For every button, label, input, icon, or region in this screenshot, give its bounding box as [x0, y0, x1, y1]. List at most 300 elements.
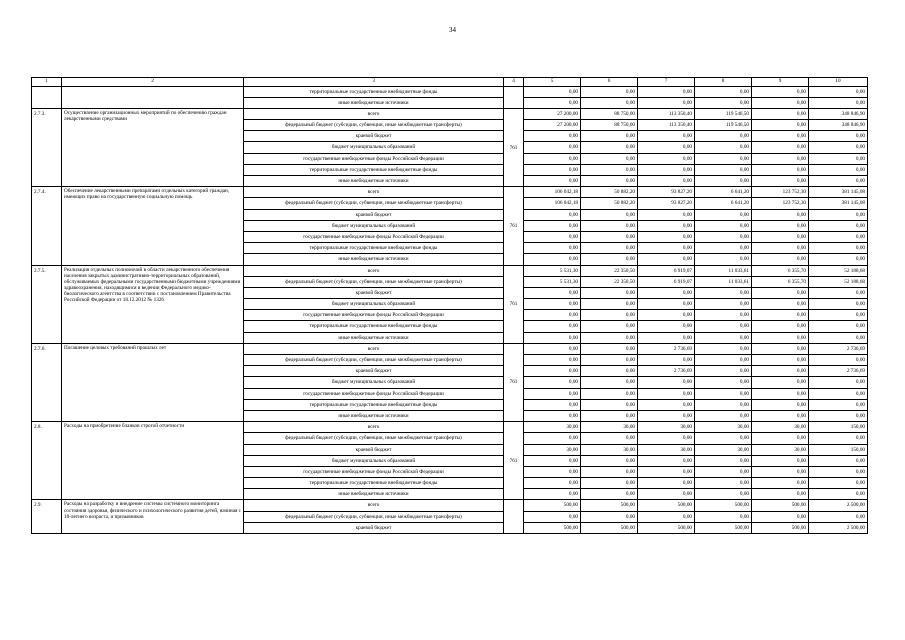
amount-cell: 30,00	[638, 444, 695, 455]
amount-cell: 0,00	[524, 164, 581, 175]
funding-source: федеральный бюджет (субсидии, субвенции, иные межбюджетные трансферты)	[244, 511, 504, 522]
funding-source: бюджет муниципальных образований	[244, 299, 504, 310]
amount-cell: 0,00	[581, 455, 638, 466]
amount-cell: 0,00	[695, 142, 752, 153]
amount-cell: 0,00	[752, 343, 809, 354]
amount-cell: 2 500,00	[809, 500, 868, 511]
item-code	[32, 86, 62, 108]
amount-cell: 106 042,18	[524, 187, 581, 198]
amount-cell: 500,00	[638, 500, 695, 511]
amount-cell: 0,00	[695, 86, 752, 97]
amount-cell: 0,00	[638, 332, 695, 343]
amount-cell: 30,00	[695, 422, 752, 433]
funding-source: государственные внебюджетные фонды Российской Федерации	[244, 388, 504, 399]
amount-cell: 0,00	[581, 299, 638, 310]
amount-cell: 0,00	[809, 466, 868, 477]
amount-cell: 0,00	[752, 97, 809, 108]
amount-cell: 0,00	[809, 97, 868, 108]
amount-cell: 0,00	[524, 176, 581, 187]
item-name: Осуществление организационных мероприятий по обеспечению граждан лекарственными средствами	[62, 108, 244, 186]
table-row	[32, 86, 868, 97]
amount-cell: 0,00	[581, 433, 638, 444]
amount-cell: 0,00	[809, 299, 868, 310]
amount-cell: 0,00	[581, 410, 638, 421]
funding-source: иные внебюджетные источники	[244, 332, 504, 343]
column-number-7: 7	[638, 78, 695, 87]
funding-source: государственные внебюджетные фонды Российской Федерации	[244, 310, 504, 321]
column-number-10: 10	[809, 78, 868, 87]
table-row	[32, 187, 868, 198]
amount-cell: 0,00	[752, 131, 809, 142]
amount-cell: 0,00	[638, 131, 695, 142]
funding-source: бюджет муниципальных образований	[244, 220, 504, 231]
amount-cell: 500,00	[695, 500, 752, 511]
amount-cell: 500,00	[581, 522, 638, 533]
amount-cell: 0,00	[752, 108, 809, 119]
amount-cell: 0,00	[581, 231, 638, 242]
funding-source: государственные внебюджетные фонды Российской Федерации	[244, 231, 504, 242]
amount-cell: 0,00	[809, 377, 868, 388]
amount-cell: 0,00	[581, 310, 638, 321]
amount-cell: 0,00	[695, 321, 752, 332]
amount-cell: 30,00	[524, 444, 581, 455]
amount-cell: 0,00	[752, 153, 809, 164]
amount-cell: 0,00	[752, 310, 809, 321]
amount-cell: 0,00	[638, 388, 695, 399]
column-number-6: 6	[581, 78, 638, 87]
amount-cell: 0,00	[524, 388, 581, 399]
table-row	[32, 265, 868, 276]
amount-cell: 500,00	[581, 500, 638, 511]
amount-cell: 0,00	[638, 86, 695, 97]
amount-cell: 0,00	[638, 97, 695, 108]
column-number-8: 8	[695, 78, 752, 87]
amount-cell: 0,00	[581, 366, 638, 377]
amount-cell: 0,00	[581, 254, 638, 265]
item-name: Расходы на разработку и внедрение системы системного мониторинга состояния здоровья, физического и психологического развития детей, начиная с 10-летнего возраста, и призывников	[62, 500, 244, 534]
item-code: 2.8.	[32, 422, 62, 500]
amount-cell: 0,00	[638, 287, 695, 298]
amount-cell: 0,00	[752, 287, 809, 298]
amount-cell: 0,00	[524, 355, 581, 366]
amount-cell: 119 546,50	[695, 108, 752, 119]
amount-cell: 30,00	[581, 422, 638, 433]
amount-cell: 0,00	[695, 410, 752, 421]
funding-source: краевой бюджет	[244, 522, 504, 533]
amount-cell: 30,00	[524, 422, 581, 433]
amount-cell: 0,00	[752, 399, 809, 410]
amount-cell: 0,00	[752, 455, 809, 466]
funding-source: федеральный бюджет (субсидии, субвенции, иные межбюджетные трансферты)	[244, 355, 504, 366]
amount-cell: 93 827,20	[638, 187, 695, 198]
funding-source: территориальные государственные внебюджетные фонды	[244, 321, 504, 332]
amount-cell: 119 546,50	[695, 120, 752, 131]
amount-cell: 0,00	[524, 97, 581, 108]
funding-source: всего	[244, 422, 504, 433]
amount-cell: 0,00	[752, 299, 809, 310]
amount-cell: 0,00	[524, 410, 581, 421]
funding-source: бюджет муниципальных образований	[244, 142, 504, 153]
funding-source: краевой бюджет	[244, 209, 504, 220]
amount-cell: 0,00	[809, 489, 868, 500]
amount-cell: 150,00	[809, 444, 868, 455]
executor-code: 761	[504, 265, 524, 343]
amount-cell: 0,00	[638, 455, 695, 466]
amount-cell: 0,00	[581, 176, 638, 187]
amount-cell: 5 531,30	[524, 265, 581, 276]
amount-cell: 0,00	[524, 466, 581, 477]
amount-cell: 50 882,20	[581, 187, 638, 198]
amount-cell: 0,00	[581, 164, 638, 175]
amount-cell: 0,00	[524, 399, 581, 410]
amount-cell: 0,00	[809, 86, 868, 97]
amount-cell: 0,00	[809, 287, 868, 298]
amount-cell: 0,00	[695, 131, 752, 142]
amount-cell: 11 033,61	[695, 276, 752, 287]
amount-cell: 88 750,00	[581, 120, 638, 131]
amount-cell: 0,00	[524, 343, 581, 354]
amount-cell: 22 350,50	[581, 265, 638, 276]
amount-cell: 0,00	[524, 243, 581, 254]
executor-code	[504, 86, 524, 108]
amount-cell: 0,00	[695, 231, 752, 242]
amount-cell: 0,00	[809, 455, 868, 466]
funding-source: бюджет муниципальных образований	[244, 455, 504, 466]
amount-cell: 0,00	[695, 388, 752, 399]
amount-cell: 348 846,90	[809, 108, 868, 119]
amount-cell: 0,00	[638, 489, 695, 500]
amount-cell: 0,00	[809, 410, 868, 421]
item-code: 2.9.	[32, 500, 62, 534]
amount-cell: 0,00	[638, 231, 695, 242]
item-name: Погашение целовых требований прошлых лет	[62, 343, 244, 421]
funding-source: федеральный бюджет (субсидии, субвенции, иные межбюджетные трансферты)	[244, 120, 504, 131]
amount-cell: 0,00	[809, 332, 868, 343]
amount-cell: 0,00	[695, 153, 752, 164]
amount-cell: 0,00	[752, 366, 809, 377]
amount-cell: 0,00	[695, 343, 752, 354]
amount-cell: 0,00	[638, 321, 695, 332]
amount-cell: 0,00	[752, 120, 809, 131]
amount-cell: 123 752,30	[752, 187, 809, 198]
item-name: Обеспечение лекарственными препаратами отдельных категорий граждан, имеющих право на государственную социальную помощь	[62, 187, 244, 265]
funding-source: иные внебюджетные источники	[244, 254, 504, 265]
amount-cell: 0,00	[638, 243, 695, 254]
funding-source: иные внебюджетные источники	[244, 176, 504, 187]
funding-source: всего	[244, 265, 504, 276]
amount-cell: 6 355,70	[752, 265, 809, 276]
amount-cell: 0,00	[524, 455, 581, 466]
column-number-2: 2	[62, 78, 244, 87]
amount-cell: 0,00	[524, 254, 581, 265]
amount-cell: 22 350,50	[581, 276, 638, 287]
amount-cell: 2 736,69	[638, 366, 695, 377]
amount-cell: 0,00	[809, 164, 868, 175]
page-number: 34	[449, 26, 456, 34]
item-code: 2.7.5.	[32, 265, 62, 343]
amount-cell: 6 641,20	[695, 187, 752, 198]
amount-cell: 381 145,08	[809, 198, 868, 209]
funding-source: территориальные государственные внебюджетные фонды	[244, 399, 504, 410]
amount-cell: 0,00	[581, 220, 638, 231]
amount-cell: 0,00	[752, 511, 809, 522]
amount-cell: 0,00	[752, 243, 809, 254]
amount-cell: 0,00	[524, 142, 581, 153]
column-number-5: 5	[524, 78, 581, 87]
amount-cell: 500,00	[524, 522, 581, 533]
amount-cell: 0,00	[638, 164, 695, 175]
amount-cell: 348 846,90	[809, 120, 868, 131]
amount-cell: 0,00	[581, 478, 638, 489]
amount-cell: 2 736,69	[809, 343, 868, 354]
amount-cell: 27 200,00	[524, 120, 581, 131]
amount-cell: 0,00	[638, 478, 695, 489]
item-name	[62, 86, 244, 108]
amount-cell: 6 355,70	[752, 276, 809, 287]
amount-cell: 0,00	[638, 399, 695, 410]
amount-cell: 0,00	[581, 142, 638, 153]
amount-cell: 0,00	[809, 433, 868, 444]
amount-cell: 2 736,69	[638, 343, 695, 354]
amount-cell: 0,00	[524, 511, 581, 522]
amount-cell: 0,00	[809, 176, 868, 187]
funding-source: территориальные государственные внебюджетные фонды	[244, 164, 504, 175]
amount-cell: 30,00	[752, 444, 809, 455]
amount-cell: 0,00	[695, 220, 752, 231]
amount-cell: 0,00	[809, 153, 868, 164]
amount-cell: 0,00	[638, 511, 695, 522]
amount-cell: 0,00	[695, 176, 752, 187]
amount-cell: 0,00	[809, 142, 868, 153]
funding-source: государственные внебюджетные фонды Российской Федерации	[244, 153, 504, 164]
amount-cell: 0,00	[752, 433, 809, 444]
amount-cell: 0,00	[809, 399, 868, 410]
amount-cell: 0,00	[638, 153, 695, 164]
amount-cell: 0,00	[752, 355, 809, 366]
funding-source: государственные внебюджетные фонды Российской Федерации	[244, 466, 504, 477]
amount-cell: 500,00	[752, 522, 809, 533]
amount-cell: 0,00	[809, 511, 868, 522]
amount-cell: 2 736,69	[809, 366, 868, 377]
amount-cell: 6 919,07	[638, 265, 695, 276]
table-row	[32, 108, 868, 119]
funding-source: краевой бюджет	[244, 444, 504, 455]
funding-source: бюджет муниципальных образований	[244, 377, 504, 388]
amount-cell: 0,00	[581, 355, 638, 366]
amount-cell: 0,00	[752, 321, 809, 332]
amount-cell: 0,00	[695, 377, 752, 388]
amount-cell: 0,00	[809, 231, 868, 242]
amount-cell: 0,00	[752, 478, 809, 489]
amount-cell: 0,00	[695, 287, 752, 298]
amount-cell: 0,00	[809, 478, 868, 489]
funding-source: краевой бюджет	[244, 366, 504, 377]
amount-cell: 0,00	[524, 220, 581, 231]
amount-cell: 0,00	[581, 321, 638, 332]
executor-code: 761	[504, 343, 524, 421]
amount-cell: 0,00	[524, 310, 581, 321]
amount-cell: 0,00	[581, 489, 638, 500]
column-number-row	[32, 78, 868, 87]
amount-cell: 0,00	[581, 287, 638, 298]
amount-cell: 0,00	[524, 321, 581, 332]
amount-cell: 0,00	[638, 377, 695, 388]
amount-cell: 50 882,20	[581, 198, 638, 209]
amount-cell: 0,00	[752, 332, 809, 343]
funding-source: краевой бюджет	[244, 131, 504, 142]
column-number-1: 1	[32, 78, 62, 87]
amount-cell: 0,00	[695, 478, 752, 489]
amount-cell: 0,00	[524, 131, 581, 142]
amount-cell: 0,00	[752, 209, 809, 220]
amount-cell: 0,00	[752, 164, 809, 175]
funding-source: всего	[244, 108, 504, 119]
amount-cell: 0,00	[695, 355, 752, 366]
amount-cell: 106 042,18	[524, 198, 581, 209]
amount-cell: 0,00	[695, 466, 752, 477]
amount-cell: 30,00	[638, 422, 695, 433]
amount-cell: 30,00	[695, 444, 752, 455]
amount-cell: 113 350,40	[638, 108, 695, 119]
amount-cell: 0,00	[524, 299, 581, 310]
amount-cell: 0,00	[638, 355, 695, 366]
amount-cell: 123 752,30	[752, 198, 809, 209]
amount-cell: 0,00	[581, 343, 638, 354]
amount-cell: 0,00	[581, 399, 638, 410]
amount-cell: 0,00	[752, 410, 809, 421]
amount-cell: 0,00	[638, 466, 695, 477]
amount-cell: 2 500,00	[809, 522, 868, 533]
amount-cell: 6 641,20	[695, 198, 752, 209]
amount-cell: 0,00	[752, 489, 809, 500]
amount-cell: 0,00	[581, 511, 638, 522]
column-number-9: 9	[752, 78, 809, 87]
amount-cell: 0,00	[581, 377, 638, 388]
amount-cell: 0,00	[524, 153, 581, 164]
amount-cell: 6 919,07	[638, 276, 695, 287]
executor-code: 761	[504, 108, 524, 186]
funding-source: территориальные государственные внебюджетные фонды	[244, 243, 504, 254]
amount-cell: 0,00	[809, 254, 868, 265]
funding-source: территориальные государственные внебюджетные фонды	[244, 478, 504, 489]
amount-cell: 500,00	[752, 500, 809, 511]
amount-cell: 0,00	[752, 231, 809, 242]
amount-cell: 0,00	[695, 254, 752, 265]
amount-cell: 0,00	[695, 366, 752, 377]
funding-source: территориальные государственные внебюджетные фонды	[244, 86, 504, 97]
item-name: Расходы на приобретение бланков строгой отчетности	[62, 422, 244, 500]
amount-cell: 0,00	[752, 142, 809, 153]
amount-cell: 27 200,00	[524, 108, 581, 119]
amount-cell: 0,00	[809, 388, 868, 399]
budget-table	[31, 77, 868, 534]
amount-cell: 0,00	[581, 332, 638, 343]
amount-cell: 0,00	[524, 489, 581, 500]
amount-cell: 0,00	[695, 399, 752, 410]
amount-cell: 0,00	[581, 243, 638, 254]
funding-source: иные внебюджетные источники	[244, 489, 504, 500]
amount-cell: 0,00	[809, 355, 868, 366]
amount-cell: 0,00	[695, 455, 752, 466]
amount-cell: 0,00	[695, 209, 752, 220]
funding-source: краевой бюджет	[244, 287, 504, 298]
amount-cell: 0,00	[695, 489, 752, 500]
amount-cell: 0,00	[524, 287, 581, 298]
amount-cell: 0,00	[752, 176, 809, 187]
amount-cell: 0,00	[809, 220, 868, 231]
amount-cell: 0,00	[638, 176, 695, 187]
amount-cell: 0,00	[695, 511, 752, 522]
amount-cell: 0,00	[638, 433, 695, 444]
amount-cell: 0,00	[524, 209, 581, 220]
amount-cell: 0,00	[524, 231, 581, 242]
amount-cell: 0,00	[809, 310, 868, 321]
amount-cell: 0,00	[695, 433, 752, 444]
amount-cell: 0,00	[638, 209, 695, 220]
amount-cell: 0,00	[524, 332, 581, 343]
amount-cell: 0,00	[581, 153, 638, 164]
amount-cell: 500,00	[638, 522, 695, 533]
funding-source: всего	[244, 343, 504, 354]
amount-cell: 0,00	[638, 220, 695, 231]
funding-source: всего	[244, 187, 504, 198]
amount-cell: 0,00	[752, 377, 809, 388]
amount-cell: 0,00	[695, 243, 752, 254]
amount-cell: 0,00	[695, 164, 752, 175]
amount-cell: 0,00	[695, 97, 752, 108]
amount-cell: 0,00	[695, 332, 752, 343]
amount-cell: 0,00	[581, 209, 638, 220]
column-number-4: 4	[504, 78, 524, 87]
amount-cell: 0,00	[581, 131, 638, 142]
amount-cell: 0,00	[524, 377, 581, 388]
funding-source: федеральный бюджет (субсидии, субвенции, иные межбюджетные трансферты)	[244, 276, 504, 287]
amount-cell: 0,00	[752, 466, 809, 477]
amount-cell: 0,00	[809, 321, 868, 332]
amount-cell: 52 188,68	[809, 265, 868, 276]
amount-cell: 0,00	[695, 310, 752, 321]
amount-cell: 113 350,40	[638, 120, 695, 131]
amount-cell: 0,00	[638, 410, 695, 421]
executor-code: 761	[504, 187, 524, 265]
amount-cell: 0,00	[695, 299, 752, 310]
amount-cell: 0,00	[524, 86, 581, 97]
amount-cell: 0,00	[581, 97, 638, 108]
amount-cell: 0,00	[752, 220, 809, 231]
amount-cell: 52 188,68	[809, 276, 868, 287]
funding-source: иные внебюджетные источники	[244, 410, 504, 421]
amount-cell: 30,00	[581, 444, 638, 455]
amount-cell: 0,00	[752, 388, 809, 399]
amount-cell: 150,00	[809, 422, 868, 433]
amount-cell: 381 145,08	[809, 187, 868, 198]
amount-cell: 0,00	[638, 310, 695, 321]
amount-cell: 5 531,30	[524, 276, 581, 287]
amount-cell: 93 827,20	[638, 198, 695, 209]
amount-cell: 0,00	[524, 478, 581, 489]
item-code: 2.7.4.	[32, 187, 62, 265]
amount-cell: 0,00	[581, 86, 638, 97]
funding-source: федеральный бюджет (субсидии, субвенции, иные межбюджетные трансферты)	[244, 198, 504, 209]
amount-cell: 0,00	[581, 466, 638, 477]
amount-cell: 0,00	[809, 209, 868, 220]
table-row	[32, 422, 868, 433]
item-code: 2.7.3.	[32, 108, 62, 186]
amount-cell: 0,00	[638, 254, 695, 265]
funding-source: федеральный бюджет (субсидии, субвенции, иные межбюджетные трансферты)	[244, 433, 504, 444]
amount-cell: 0,00	[638, 142, 695, 153]
amount-cell: 0,00	[752, 254, 809, 265]
